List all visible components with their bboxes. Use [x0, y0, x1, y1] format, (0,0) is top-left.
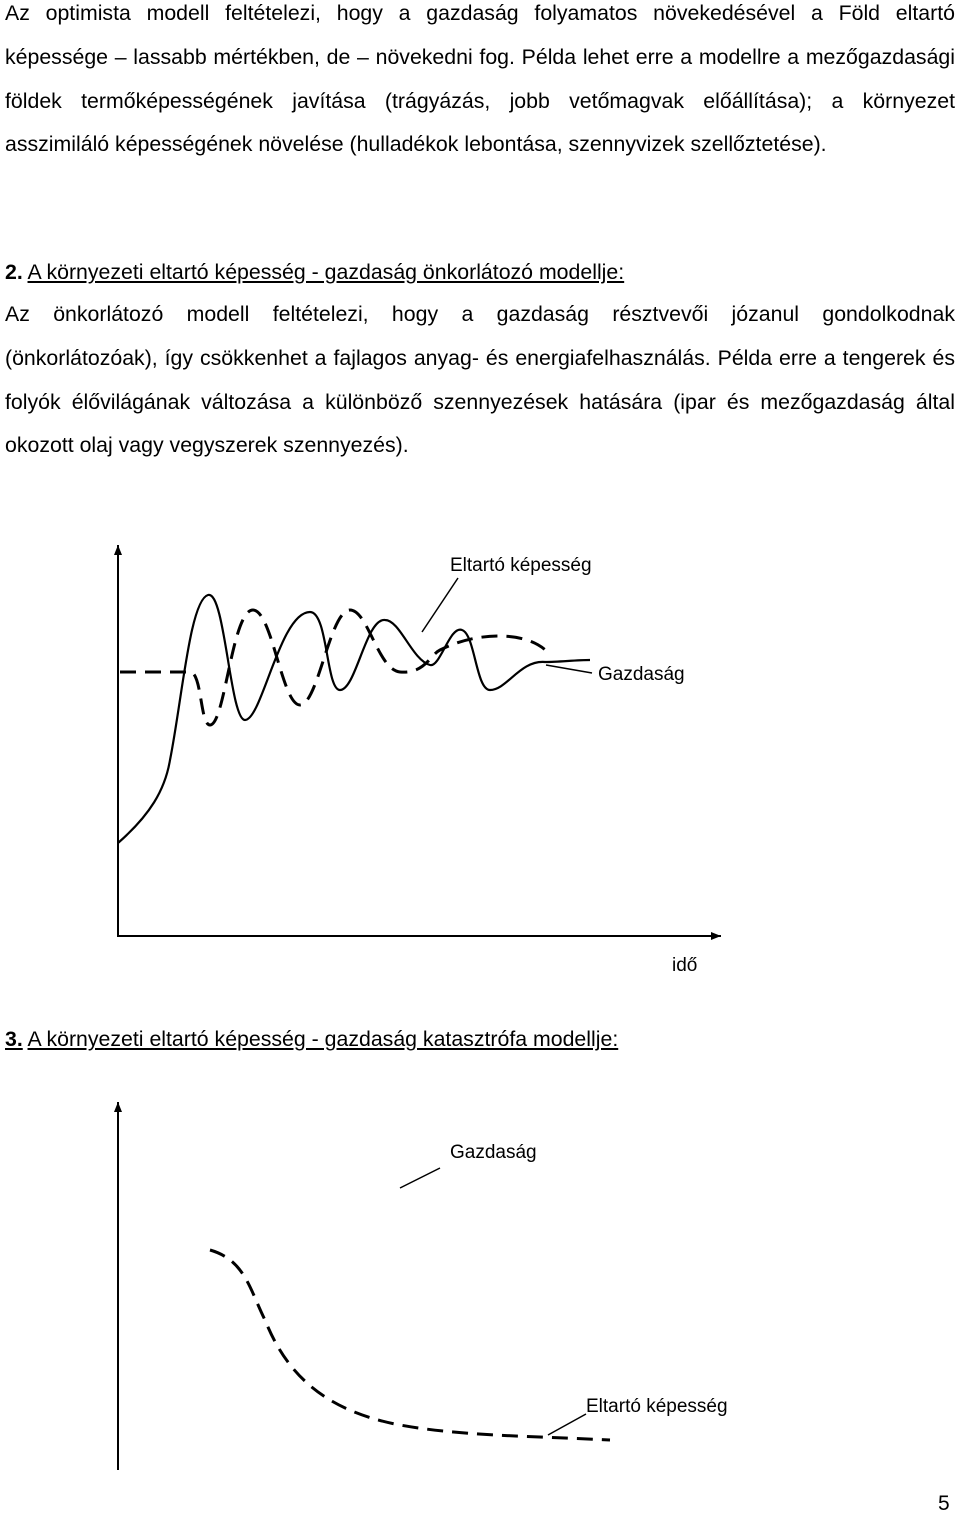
capacity-leader-line — [422, 578, 458, 632]
intro-line: eltartó képessége – lassabb mértékben, de – növekedni fog. Példa lehet erre a — [5, 1, 955, 69]
section-3-heading — [5, 1026, 618, 1052]
section-2-title: A környezeti eltartó képesség - gazdaság önkorlátozó modellje: — [27, 260, 625, 284]
economy-curve — [118, 595, 590, 843]
section-3-title: A környezeti eltartó képesség - gazdaság katasztrófa modellje: — [27, 1027, 619, 1051]
page-number: 5 — [938, 1492, 950, 1515]
economy-leader-line — [546, 665, 592, 673]
section-2-line: Az önkorlátozó modell feltételezi, hogy a gazdaság résztvevői józanul gondolkodnak — [5, 302, 955, 326]
section-2-heading — [5, 259, 624, 285]
economy-label: Gazdaság — [450, 1142, 537, 1163]
economy-carrying-curve — [210, 1250, 610, 1440]
section-2-line: (ipar és mezőgazdaság által okozott olaj vagy vegyszerek szennyezés). — [5, 389, 955, 458]
intro-paragraph — [5, 0, 955, 167]
capacity-leader-line — [548, 1414, 586, 1435]
intro-line: Az optimista modell feltételezi, hogy a gazdaság folyamatos növekedésével a Föld — [5, 1, 881, 25]
economy-label: Gazdaság — [598, 664, 685, 685]
intro-line: lebontása, szennyvizek szellőztetése). — [464, 132, 827, 157]
section-2-line: a tengerek és folyók élővilágának változása a különböző szennyezések hatására — [5, 345, 955, 414]
section-2-number: 2. — [5, 260, 23, 284]
intro-line: vetőmagvak előállítása); a környezet asszimiláló képességének növelése (hulladékok — [5, 88, 955, 157]
intro-line: modellre a mezőgazdasági földek termőképességének javítása (trágyázás, jobb — [5, 44, 955, 113]
x-axis-label: idő — [672, 955, 698, 976]
capacity-label: Eltartó képesség — [586, 1396, 728, 1417]
section-3-number: 3. — [5, 1027, 23, 1051]
self-limiting-model-diagram — [0, 530, 960, 950]
section-2-paragraph — [5, 293, 955, 468]
economy-leader-line — [400, 1168, 440, 1188]
capacity-label: Eltartó képesség — [450, 555, 592, 576]
section-2-line: (önkorlátozóak), így csökkenhet a fajlagos anyag- és energiafelhasználás. Példa erre — [5, 345, 817, 370]
